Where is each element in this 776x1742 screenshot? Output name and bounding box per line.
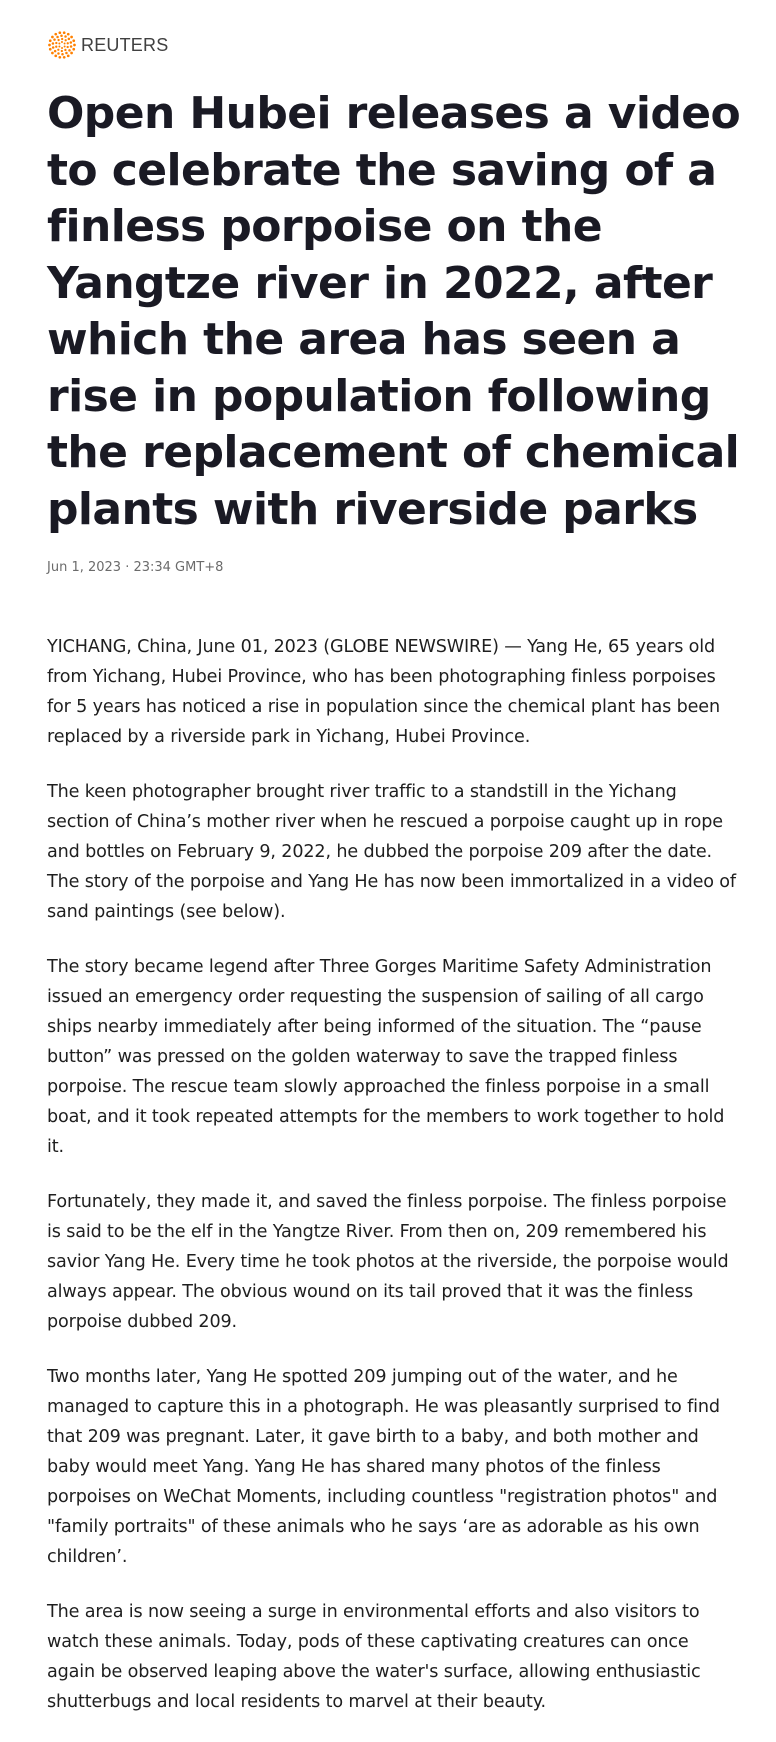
logo-dot xyxy=(48,44,51,47)
logo-dot xyxy=(70,41,73,44)
logo-dot xyxy=(63,56,66,59)
logo-dot xyxy=(70,36,73,39)
logo-dot xyxy=(54,50,57,53)
logo-dot xyxy=(53,38,56,41)
logo-dot xyxy=(58,56,61,59)
logo-dot xyxy=(54,54,57,57)
logo-dot xyxy=(52,42,55,45)
logo-dot xyxy=(57,49,59,51)
logo-dot xyxy=(49,48,52,51)
logo-dot xyxy=(61,41,63,43)
logo-dot xyxy=(57,39,59,41)
logo-dot xyxy=(67,42,69,44)
logo-dot xyxy=(55,46,57,48)
logo-dot xyxy=(49,39,52,42)
logo-dot xyxy=(51,52,54,55)
article-paragraph: The area is now seeing a surge in environmental efforts and also visitors to watch these animals. Today, pods of these captivating creatures can once again be observed leaping above the water's surface, allowing enthusiastic shutterbugs and local residents to marvel at their beauty. xyxy=(47,1602,701,1712)
logo-dot xyxy=(58,46,60,48)
reuters-logo[interactable] xyxy=(47,30,168,60)
logo-dot xyxy=(58,43,60,45)
article-paragraph: Two months later, Yang He spotted 209 jumping out of the water, and he managed to capture this in a photograph. He was pleasantly surprised to find that 209 was pregnant. Later, it gave birth to a baby, and both mother and baby would meet Yang. Yang He has shared many photos of the finless porpoises on WeChat Moments, including countless "registration photos" and "family portraits" of these animals who he says ‘are as adorable as his own children’. xyxy=(47,1367,720,1567)
logo-dot xyxy=(63,31,66,34)
logo-dot xyxy=(51,36,54,39)
logo-dot xyxy=(64,42,66,44)
logo-dot xyxy=(61,47,63,49)
logo-dot xyxy=(52,46,55,49)
logo-dot xyxy=(70,45,73,48)
logo-dot xyxy=(64,35,67,38)
logo-dot xyxy=(64,49,66,51)
reuters-dot-ring-icon xyxy=(47,30,77,60)
logo-dot xyxy=(58,31,61,34)
logo-dot xyxy=(64,45,66,47)
logo-dot xyxy=(61,53,64,56)
article-paragraph: YICHANG, China, June 01, 2023 (GLOBE NEWSWIRE) — Yang He, 65 years old from Yichang, Hubei Province, who has been photographing finless porpoises for 5 years has noticed a rise in population since the chemical plant has been replaced by a riverside park in Yichang, Hubei Province. xyxy=(47,637,720,747)
logo-dot xyxy=(57,52,60,55)
logo-dot xyxy=(65,52,68,55)
brand-name: REUTERS xyxy=(81,34,169,55)
logo-dot xyxy=(61,50,63,52)
article-dateline: Jun 1, 2023 · 23:34 GMT+8 xyxy=(47,560,224,575)
article-paragraph: Fortunately, they made it, and saved the finless porpoise. The finless porpoise is said to be the elf in the Yangtze River. From then on, 209 remembered his savior Yang He. Every time he took photos at the riverside, the porpoise would always appear. The obvious wound on its tail proved that it was the finless porpoise dubbed 209. xyxy=(47,1192,729,1332)
logo-dot xyxy=(61,38,63,40)
logo-dot xyxy=(73,44,76,47)
article-paragraph: The story became legend after Three Gorges Maritime Safety Administration issued an emergency order requesting the suspension of sailing of all cargo ships nearby immediately after being informed of the situation. The “pause button” was pressed on the golden waterway to save the trapped finless porpoise. The rescue team slowly approached the finless porpoise in a small boat, and it took repeated attempts for the members to work together to hold it. xyxy=(47,957,725,1157)
logo-dot xyxy=(65,39,67,41)
logo-dot xyxy=(68,38,71,41)
logo-dot xyxy=(72,48,75,51)
logo-dot xyxy=(70,52,73,55)
logo-dot xyxy=(67,54,70,57)
article-headline: Open Hubei releases a video to celebrate the saving of a finless porpoise on the Yangtze river in 2022, after which the area has seen a rise in population following the replacement of chemical plants with riverside parks xyxy=(47,88,741,535)
logo-dot xyxy=(56,36,59,39)
logo-dot xyxy=(72,39,75,42)
logo-dot xyxy=(67,46,69,48)
logo-dot xyxy=(67,33,70,36)
logo-dot xyxy=(68,49,71,52)
logo-dot xyxy=(60,35,63,38)
article-paragraph: The keen photographer brought river traffic to a standstill in the Yichang section of China’s mother river when he rescued a porpoise caught up in rope and bottles on February 9, 2022, he dubbed the porpoise 209 after the date. The story of the porpoise and Yang He has now been immortalized in a video of sand paintings (see below). xyxy=(47,782,736,922)
logo-dot xyxy=(55,42,57,44)
logo-dot xyxy=(54,33,57,36)
article-body xyxy=(47,632,737,1742)
